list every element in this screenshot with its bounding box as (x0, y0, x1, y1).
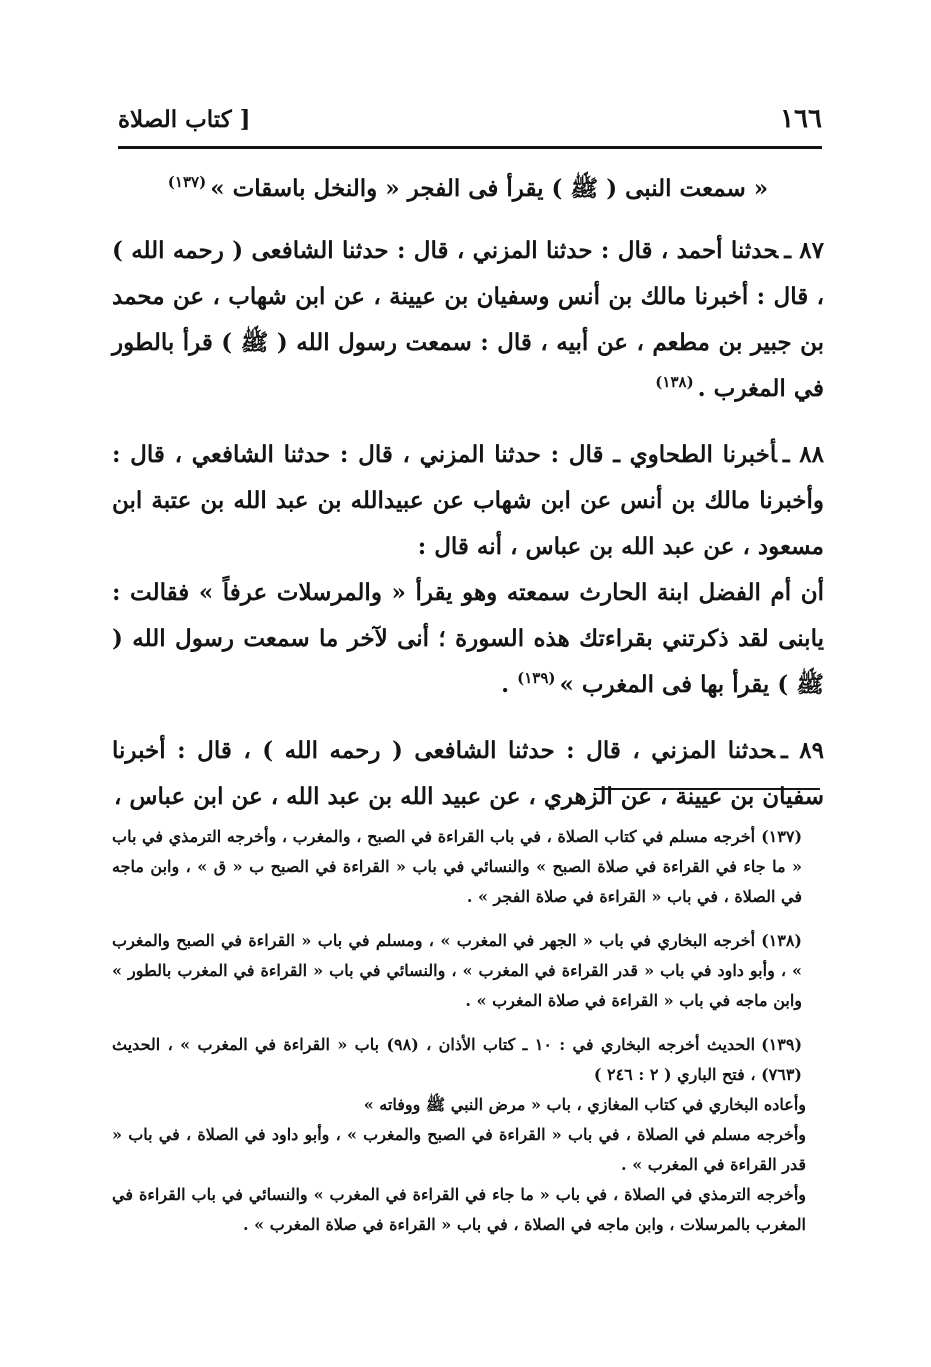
footnote-ref: (١٣٨) (655, 373, 694, 392)
footnote-139-extra-3: وأخرجه الترمذي في الصلاة ، في باب « ما جاء في القراءة في المغرب » والنسائي في باب القراءة في المغرب بالمرسلات ، وابن ماجه في الصلاة ، في باب « القراءة في صلاة المغرب » . (112, 1185, 806, 1234)
hadith-text: حدثنا أحمد ، قال : حدثنا المزني ، قال : حدثنا الشافعى ( رحمه الله ) ، قال : أخبرنا مالك بن أنس وسفيان بن عيينة ، عن ابن شهاب ، عن محمد بن جبير بن مطعم ، عن أبيه ، قال : سمعت رسول الله ( ﷺ ) قرأ بالطور في المغرب . (112, 237, 824, 402)
footnote-text: أخرجه البخاري في باب « الجهر في المغرب » ، ومسلم في باب « القراءة في الصبح والمغرب » ، وأبو داود في باب « قدر القراءة في المغرب » ، والنسائي في باب « القراءة في المغرب بالطور » وابن ماجه في باب « القراءة في صلاة المغرب » . (112, 931, 802, 1010)
footnote-139-main (112, 1030, 824, 1090)
hadith-number: ٨٧ ـ (784, 237, 825, 264)
intro-quote-text: « سمعت النبى ( ﷺ ) يقرأ فى الفجر « والنخل باسقات » (210, 175, 769, 202)
footnote-139 (112, 1030, 824, 1240)
intro-footnote-ref: (١٣٧) (167, 173, 207, 192)
hadith-number: ٨٩ ـ (781, 737, 824, 764)
hadith-number: ٨٨ ـ (782, 441, 824, 468)
footnote-number: (١٣٨) (761, 931, 802, 950)
footnote-139-extra-1: وأعاده البخاري في كتاب المغازي ، باب « مرض النبي ﷺ ووفاته » (363, 1095, 806, 1114)
hadith-text-continued: أن أم الفضل ابنة الحارث سمعته وهو يقرأ « والمرسلات عرفاً » فقالت : يابنى لقد ذكرتني بقراءتك هذه السورة ؛ أنى لآخر ما سمعت رسول الله ( ﷺ ) يقرأ بها فى المغرب » (112, 579, 824, 698)
footnote-number: (١٣٧) (761, 827, 803, 846)
hadith-text: حدثنا المزني ، قال : حدثنا الشافعى ( رحمه الله ) ، قال : أخبرنا سفيان بن عيينة ، عن الزهري ، عن عبيد الله بن عبد الله ، عن ابن عباس ، (112, 737, 824, 810)
hadith-87 (112, 228, 824, 412)
page-header (118, 98, 822, 144)
page-number: ١٦٦ (780, 104, 822, 134)
main-text (112, 166, 824, 840)
footnote-separator (594, 788, 820, 790)
footnote-number: (١٣٩) (761, 1035, 803, 1054)
intro-quote (112, 166, 824, 212)
hadith-text: أخبرنا الطحاوي ـ قال : حدثنا المزني ، قال : حدثنا الشافعي ، قال : وأخبرنا مالك بن أنس عن ابن شهاب عن عبيدالله بن عبد الله بن عتبة ابن مسعود ، عن عبد الله بن عباس ، أنه قال : (112, 441, 824, 560)
running-title: [ كتاب الصلاة (118, 106, 251, 133)
hadith-tail: . (501, 671, 518, 698)
footnote-137 (112, 822, 824, 912)
footnote-text: الحديث أخرجه البخاري في : ١٠ ـ كتاب الأذان ، (٩٨) باب « القراءة في المغرب » ، الحديث (٧٦٣) ، فتح الباري ( ٢ : ٢٤٦ ) (112, 1035, 802, 1084)
hadith-89 (112, 728, 824, 820)
footnotes (112, 822, 824, 1254)
footnote-138 (112, 926, 824, 1016)
hadith-88 (112, 432, 824, 708)
header-rule (118, 146, 822, 149)
footnote-ref: (١٣٩) (517, 669, 556, 688)
footnote-139-extra-2: وأخرجه مسلم في الصلاة ، في باب « القراءة في الصبح والمغرب » ، وأبو داود في الصلاة ، في باب « قدر القراءة في المغرب » . (112, 1125, 807, 1174)
footnote-text: أخرجه مسلم في كتاب الصلاة ، في باب القراءة في الصبح ، والمغرب ، وأخرجه الترمذي في باب « ما جاء في القراءة في صلاة الصبح » والنسائي في باب « القراءة في الصبح ب « ق » ، وابن ماجه في الصلاة ، في باب « القراءة في صلاة الفجر » . (112, 827, 803, 906)
